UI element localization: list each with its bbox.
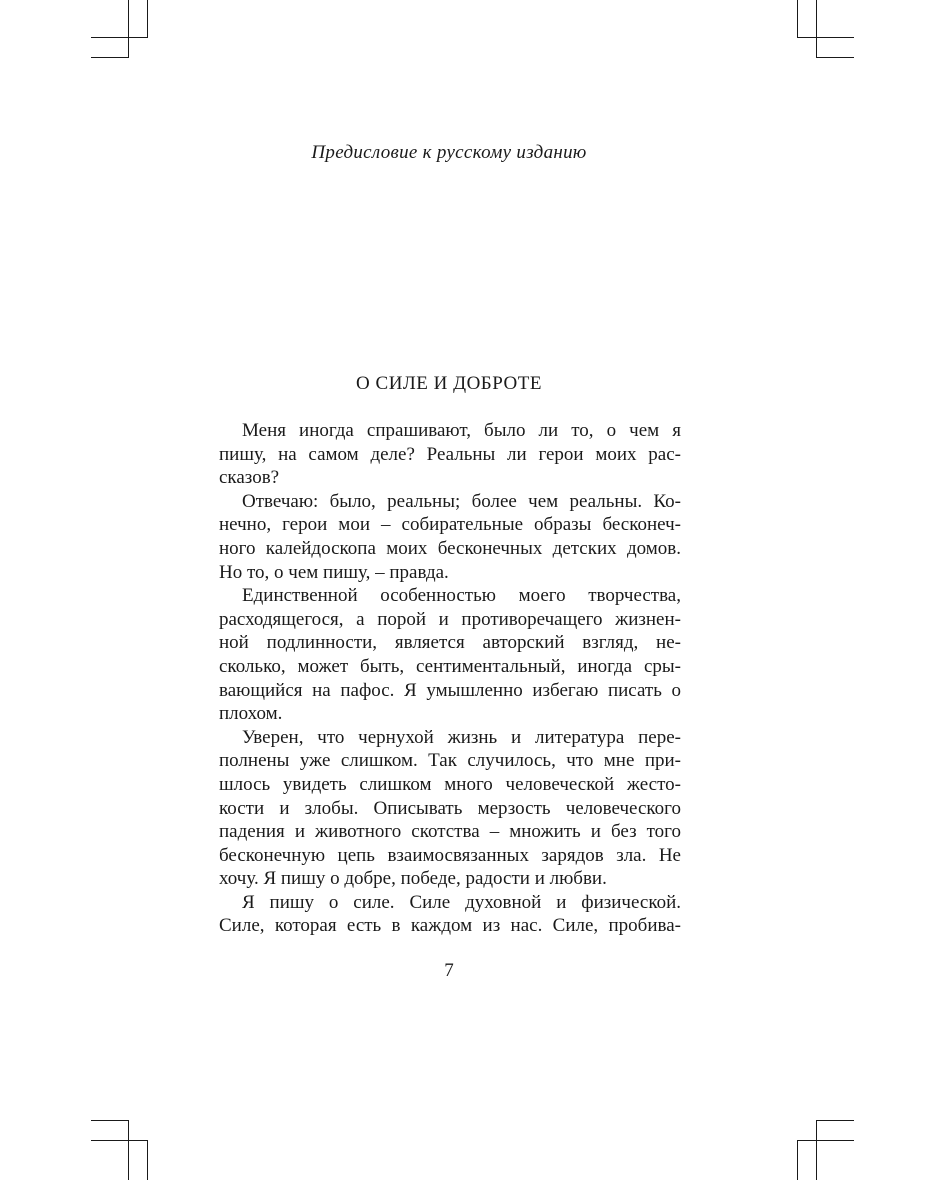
text-line: Меня иногда спрашивают, было ли то, о чем я [242,420,681,441]
text-line: нечно, герои мои – собирательные образы бесконеч- [219,514,681,536]
text-line: Я пишу о силе. Силе духовной и физической. [242,891,681,913]
text-line: Но то, о чем пишу, – правда. [219,561,449,583]
page-number: 7 [444,960,454,981]
crop-mark-bottom-left-h [91,1120,129,1121]
crop-mark-top-left-v [128,0,129,57]
text-line: Единственной особенностью моего творчества, [242,585,681,607]
text-line: ной подлинности, является авторский взгляд, не- [219,632,681,654]
crop-mark-top-right-v [797,0,798,37]
text-line: ного калейдоскопа моих бесконечных детских домов. [219,537,681,559]
crop-mark-bottom-left-h2 [91,1140,148,1141]
text-line: плохом. [219,703,283,725]
text-line: бесконечную цепь взаимосвязанных зарядов зла. Не [219,844,681,866]
crop-mark-top-right-h2 [816,57,854,58]
text-line: расходящегося, а порой и противоречащего жизнен- [219,608,681,630]
text-line: шлось увидеть слишком много человеческой жесто- [219,773,681,795]
crop-mark-bottom-right-v [797,1140,798,1180]
text-line: Отвечаю: было, реальны; более чем реальны. Ко- [242,490,681,512]
text-line: падения и животного скотства – множить и без того [219,821,681,843]
crop-mark-top-left-h2 [91,57,129,58]
text-line: вающийся на пафос. Я умышленно избегаю писать о [219,679,681,701]
text-line: Силе, которая есть в каждом из нас. Силе, пробива- [219,915,681,937]
text-line: пишу, на самом деле? Реальны ли герои моих рас- [219,443,681,465]
text-line: сколько, может быть, сентиментальный, иногда сры- [219,655,681,677]
text-line: сказов? [219,467,280,489]
text-line: хочу. Я пишу о добре, победе, радости и любви. [219,868,607,890]
crop-mark-bottom-right-h [816,1120,854,1121]
text-line: полнены уже слишком. Так случилось, что мне при- [219,750,681,772]
crop-mark-bottom-right-v2 [816,1120,817,1180]
crop-mark-top-left-h [91,37,148,38]
crop-mark-bottom-left-v2 [147,1140,148,1180]
body-text [219,419,681,938]
crop-mark-top-right-v2 [816,0,817,57]
crop-mark-bottom-right-h2 [797,1140,854,1141]
crop-mark-top-left-v2 [147,0,148,37]
crop-mark-top-right-h [797,37,854,38]
crop-mark-bottom-left-v [128,1120,129,1180]
text-line: Уверен, что чернухой жизнь и литература пере- [242,726,681,748]
running-head: Предисловие к русскому изданию [311,142,587,163]
text-line: кости и злобы. Описывать мерзость человеческого [219,797,681,819]
chapter-title: О СИЛЕ И ДОБРОТЕ [356,373,542,394]
